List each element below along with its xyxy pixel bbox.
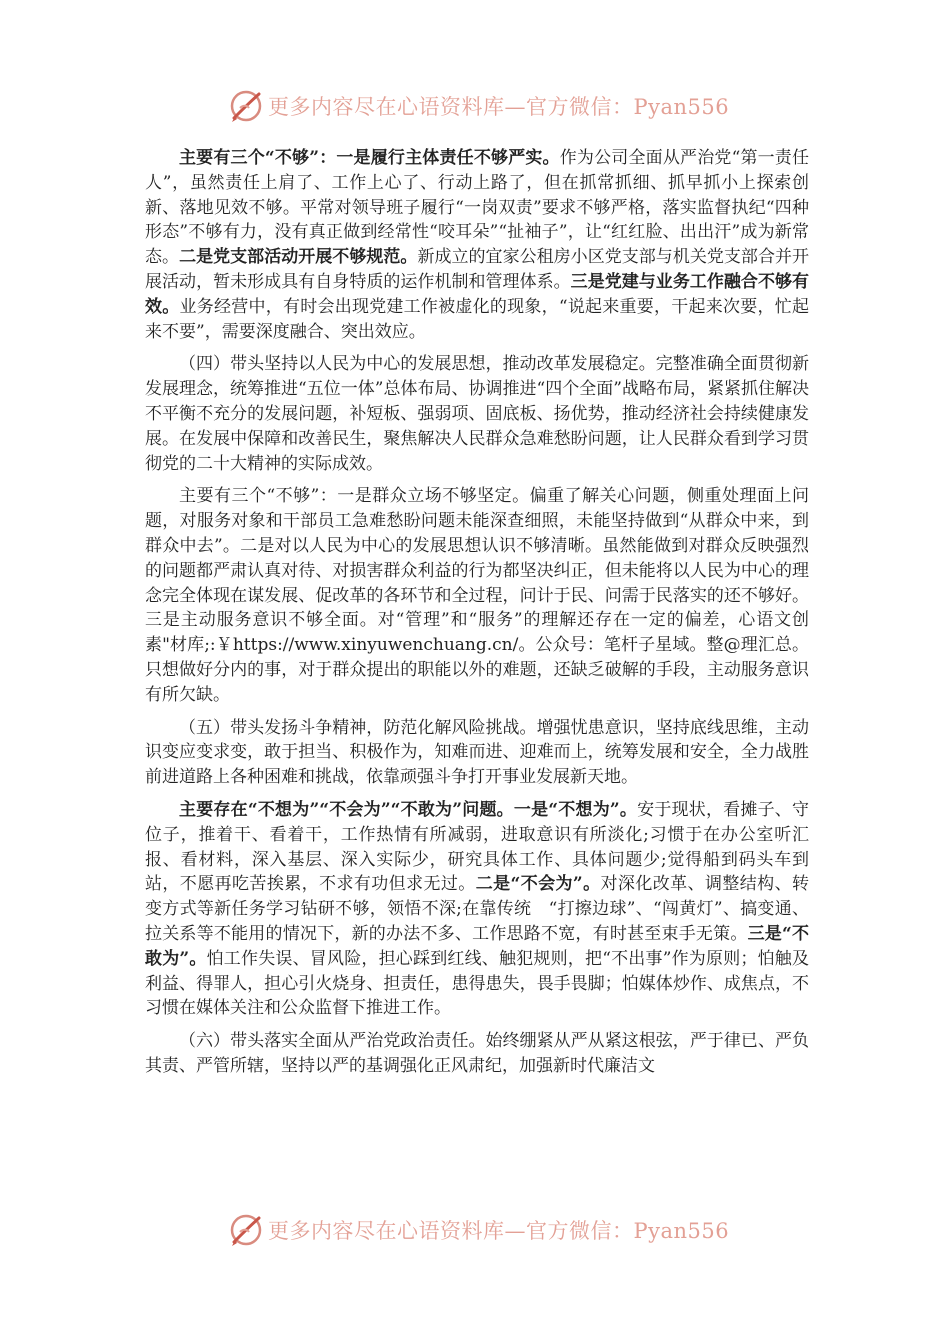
text-run: 业务经营中，有时会出现党建工作被虚化的现象，“说起来重要，干起来次要，忙起来不要”，需要深度融合、突出效应。 <box>145 296 809 342</box>
bold-run: 三是党建与业务工作融合不够有效。 <box>145 271 810 317</box>
paragraph-6-section-six <box>145 1029 809 1079</box>
footer-banner <box>228 1210 748 1250</box>
bold-run: 二是“不会为”。 <box>475 874 601 895</box>
header-banner-text: 更多内容尽在心语资料库—官方微信：Pyan556 <box>268 95 730 119</box>
text-run: 新成立的宜家公租房小区党支部与机关党支部合并开展活动，暂未形成具有自身特质的运作机制和管理体系。 <box>145 247 810 292</box>
text-run: 作为公司全面从严治党“第一责任人”，虽然责任上肩了、工作上心了、行动上路了，但在抓常抓细、抓早抓小上探索创新、落地见效不够。平常对领导班子履行“一岗双责”要求不够严格，落实监督执纪“四种形态”不够有力，没有真正做到经常性“咬耳朵”“扯袖子”，让“红红脸、出出汗”成为新常态。 <box>145 148 809 268</box>
paragraph-1 <box>145 146 809 344</box>
bold-run: 主要有三个“不够”：一是履行主体责任不够严实。 <box>179 148 560 168</box>
paragraph-2-section-four <box>145 352 809 476</box>
text-run: 怕工作失误、冒风险，担心踩到红线、触犯规则，把“不出事”作为原则；怕触及利益、得罪人，担心引火烧身、担责任，患得患失，畏手畏脚；怕媒体炒作、成焦点，不习惯在媒体关注和公众监督下推进工作。 <box>145 948 809 1019</box>
text-run: 安于现状，看摊子、守位子，推着干、看着干，工作热情有所减弱，进取意识有所淡化;习惯于在办公室听汇报、看材料，深入基层、深入实际少，研究具体工作、具体问题少;觉得船到码头车到站，不愿再吃苦挨累，不求有功但求无过。 <box>145 799 809 895</box>
paragraph-4-section-five <box>145 716 809 790</box>
header-banner <box>228 86 748 126</box>
paragraph-5 <box>145 798 809 1021</box>
document-body <box>145 146 809 1087</box>
pen-scroll-logo-icon <box>228 1212 264 1248</box>
text-run: （五）带头发扬斗争精神，防范化解风险挑战。增强忧患意识，坚持底线思维，主动识变应变求变，敢于担当、积极作为，知难而进、迎难而上，统筹发展和安全，全力战胜前进道路上各种困难和挑战，依靠顽强斗争打开事业发展新天地。 <box>145 717 809 788</box>
text-run: （四）带头坚持以人民为中心的发展思想，推动改革发展稳定。完整准确全面贯彻新发展理念，统筹推进“五位一体”总体布局、协调推进“四个全面”战略布局，紧紧抓住解决不平衡不充分的发展问题，补短板、强弱项、固底板、扬优势，推动经济社会持续健康发展。在发展中保障和改善民生，聚焦解决人民群众急难愁盼问题，让人民群众看到学习贯彻党的二十大精神的实际成效。 <box>145 354 809 474</box>
bold-run: 二是党支部活动开展不够规范。 <box>179 247 418 268</box>
text-run: （六）带头落实全面从严治党政治责任。始终绷紧从严从紧这根弦，严于律已、严负其责、严管所辖，坚持以严的基调强化正风肃纪，加强新时代廉洁文 <box>145 1031 809 1076</box>
footer-banner-text: 更多内容尽在心语资料库—官方微信：Pyan556 <box>268 1219 730 1243</box>
bold-run: 三是“不敢为”。 <box>145 923 810 969</box>
paragraph-3 <box>145 484 809 707</box>
bold-run: 主要存在“不想为”“不会为”“不敢为”问题。一是“不想为”。 <box>179 799 638 820</box>
text-run: 主要有三个“不够”：一是群众立场不够坚定。偏重了解关心问题，侧重处理面上问题，对服务对象和干部员工急难愁盼问题未能深查细照，未能坚持做到“从群众中来，到群众中去”。二是对以人民为中心的发展思想认识不够清晰。虽然能做到对群众反映强烈的问题都严肃认真对待、对损害群众利益的行为都坚决纠正，但未能将以人民为中心的理念完全体现在谋发展、促改革的各环节和全过程，问计于民、问需于民落实的还不够好。三是主动服务意识不够全面。对“管理”和“服务”的理解还存在一定的偏差，心语文创素"材库;:￥https://www.xinyuwenchuang.cn/。公众号：笔杆子星域。整@理汇总。只想做好分内的事，对于群众提出的职能以外的难题，还缺乏破解的手段，主动服务意识有所欠缺。 <box>145 486 809 705</box>
pen-scroll-logo-icon <box>228 88 264 124</box>
text-run: 对深化改革、调整结构、转变方式等新任务学习钻研不够，领悟不深;在靠传统 “打擦边球”、“闯黄灯”、搞变通、拉关系等不能用的情况下，新的办法不多、工作思路不宽，有时甚至束手无策。 <box>145 874 809 944</box>
